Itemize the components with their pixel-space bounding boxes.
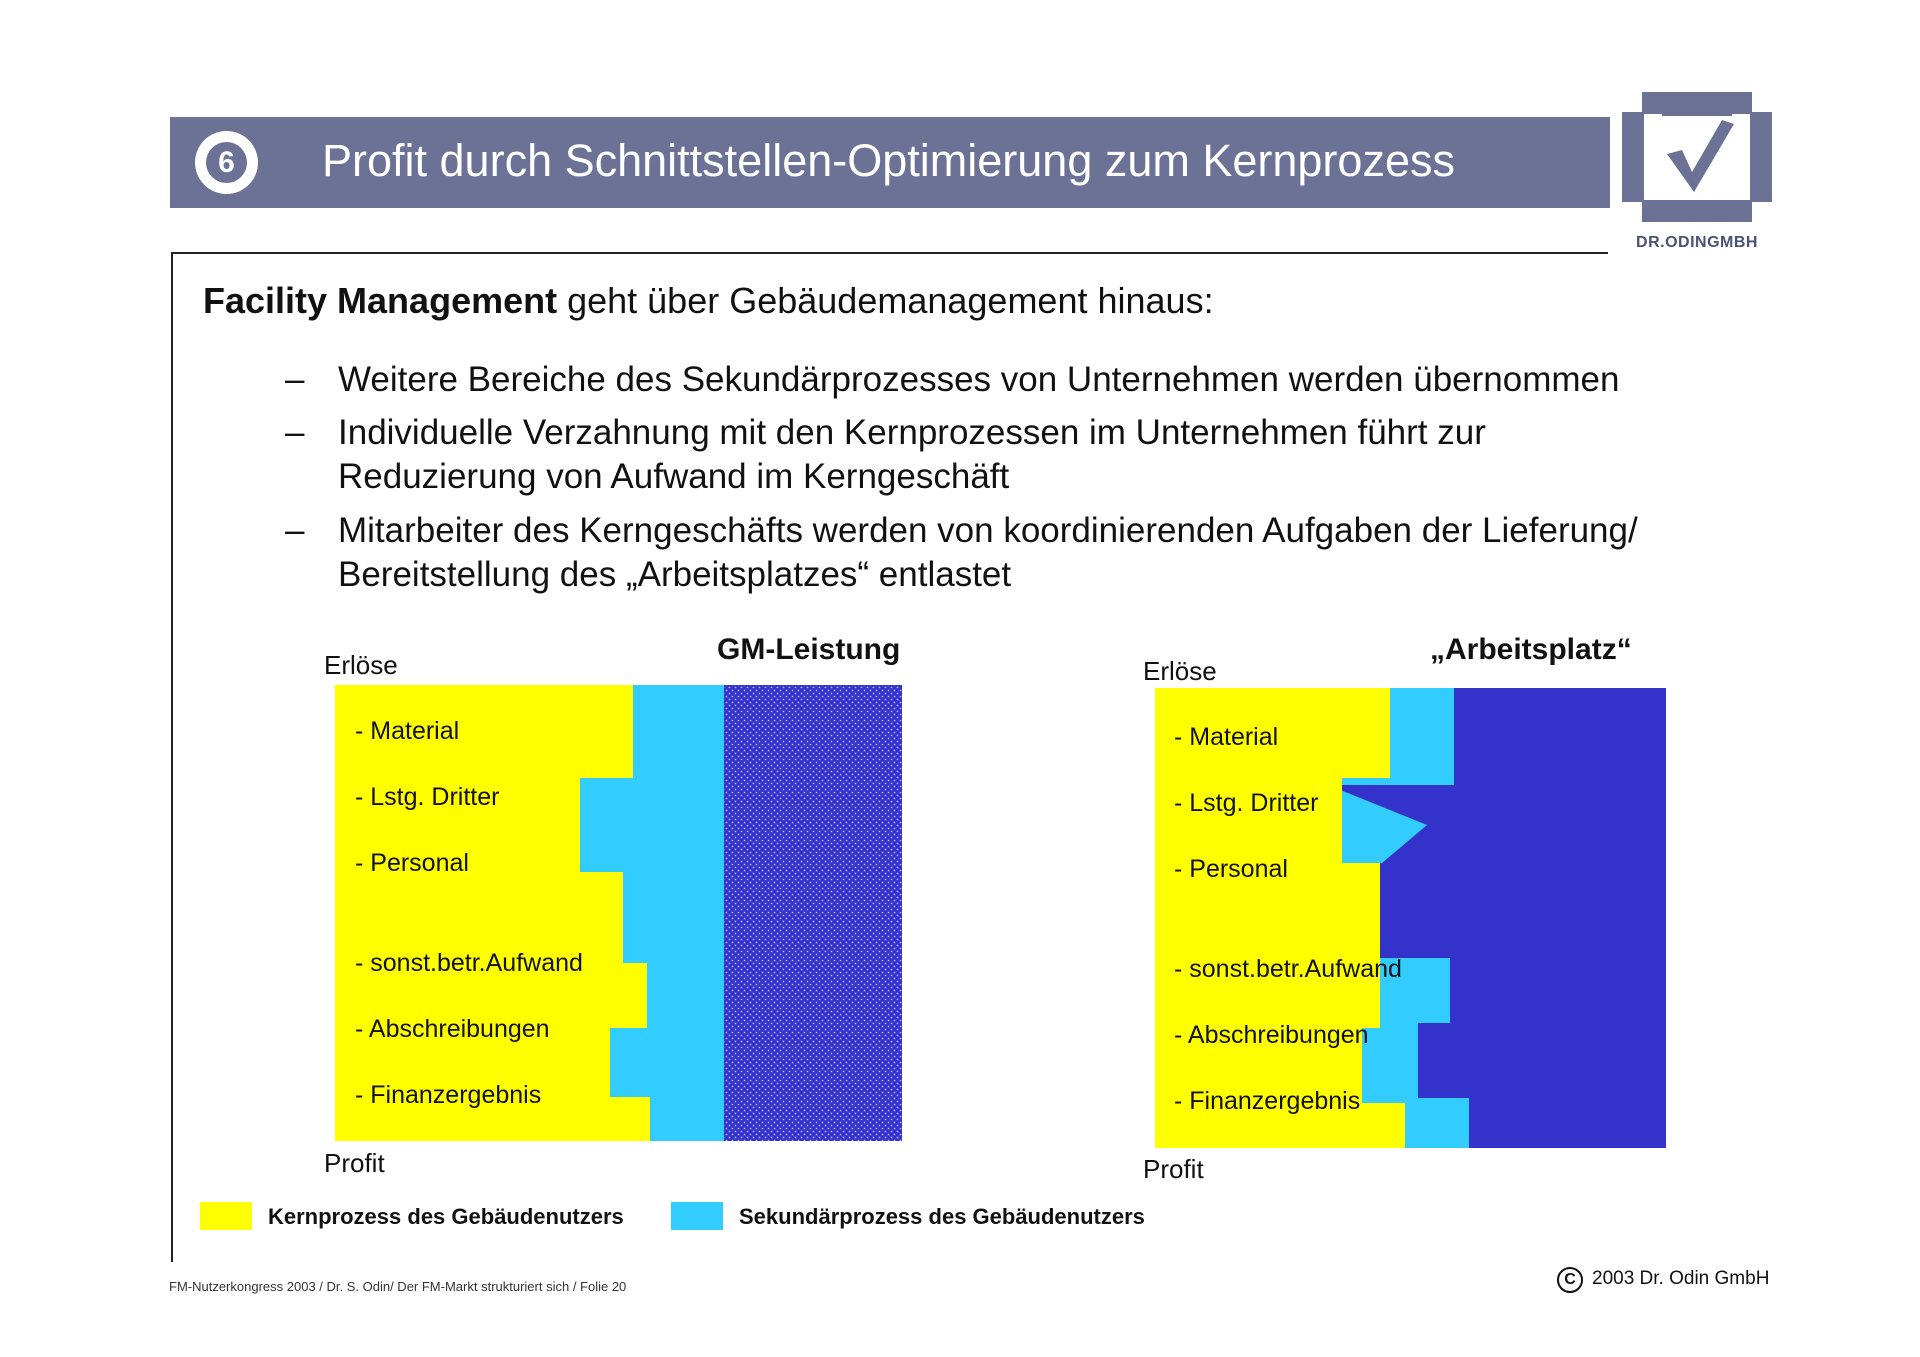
bullet-2-line-2: Reduzierung von Aufwand im Kerngeschäft	[338, 457, 1010, 496]
legend-sekundaerprozess: Sekundärprozess des Gebäudenutzers	[739, 1204, 1145, 1229]
bullet-2-line-1: Individuelle Verzahnung mit den Kernprozessen im Unternehmen führt zur	[338, 413, 1486, 452]
legend-kernprozess: Kernprozess des Gebäudenutzers	[268, 1204, 624, 1229]
heading-rest: geht über Gebäudemanagement hinaus:	[557, 280, 1214, 321]
logo-text: DR.ODINGMBH	[1636, 234, 1758, 251]
copyright-icon: C	[1557, 1267, 1583, 1293]
right-row-finanzergebnis: - Finanzergebnis	[1174, 1087, 1361, 1115]
slide-title: Profit durch Schnittstellen-Optimierung zum Kernprozess	[322, 135, 1455, 186]
left-row-personal: - Personal	[355, 849, 469, 877]
heading-bold: Facility Management	[203, 280, 558, 321]
left-row-material: - Material	[355, 717, 460, 745]
right-row-material: - Material	[1174, 723, 1279, 751]
kernprozess-area	[335, 685, 650, 1141]
right-row-lstg-dritter: - Lstg. Dritter	[1174, 789, 1319, 817]
bullet-1-line-1: Weitere Bereiche des Sekundärprozesses von Unternehmen werden übernommen	[338, 360, 1620, 399]
left-chart-title: GM-Leistung	[717, 633, 901, 666]
legend-swatch-sekundaerprozess	[671, 1202, 723, 1230]
right-row-abschreibungen: - Abschreibungen	[1174, 1021, 1369, 1049]
left-chart-top-label: Erlöse	[324, 650, 398, 680]
right-chart-bottom-label: Profit	[1143, 1154, 1204, 1184]
right-row-personal: - Personal	[1174, 855, 1288, 883]
left-row-lstg-dritter: - Lstg. Dritter	[355, 783, 500, 811]
heading	[203, 279, 1214, 323]
left-row-finanzergebnis: - Finanzergebnis	[355, 1081, 542, 1109]
right-row-sonst-aufwand: - sonst.betr.Aufwand	[1174, 955, 1402, 983]
left-row-sonst-aufwand: - sonst.betr.Aufwand	[355, 949, 583, 977]
bullet-3-line-2: Bereitstellung des „Arbeitsplatzes“ entlastet	[338, 555, 1012, 594]
right-chart-diagram	[1155, 688, 1670, 1150]
left-row-abschreibungen: - Abschreibungen	[355, 1015, 550, 1043]
left-chart-diagram	[335, 683, 905, 1143]
left-chart-bottom-label: Profit	[324, 1148, 385, 1178]
bullet-dash: –	[285, 360, 305, 399]
copyright-text: 2003 Dr. Odin GmbH	[1592, 1268, 1770, 1289]
right-chart-title: „Arbeitsplatz“	[1430, 633, 1632, 666]
bullet-dash: –	[285, 511, 305, 550]
frame-top-line	[171, 252, 1608, 254]
frame-left-line	[171, 252, 173, 1262]
footer-text: FM-Nutzerkongress 2003 / Dr. S. Odin/ Der FM-Markt strukturiert sich / Folie 20	[169, 1279, 627, 1294]
legend-swatch-kernprozess	[200, 1202, 252, 1230]
bullet-dash: –	[285, 413, 305, 452]
bullet-3-line-1: Mitarbeiter des Kerngeschäfts werden von koordinierenden Aufgaben der Lieferung/	[338, 511, 1638, 550]
step-number: 6	[206, 142, 247, 183]
gm-leistung-area	[724, 685, 902, 1141]
right-chart-top-label: Erlöse	[1143, 656, 1217, 686]
checkmark-logo-icon	[1622, 92, 1772, 222]
